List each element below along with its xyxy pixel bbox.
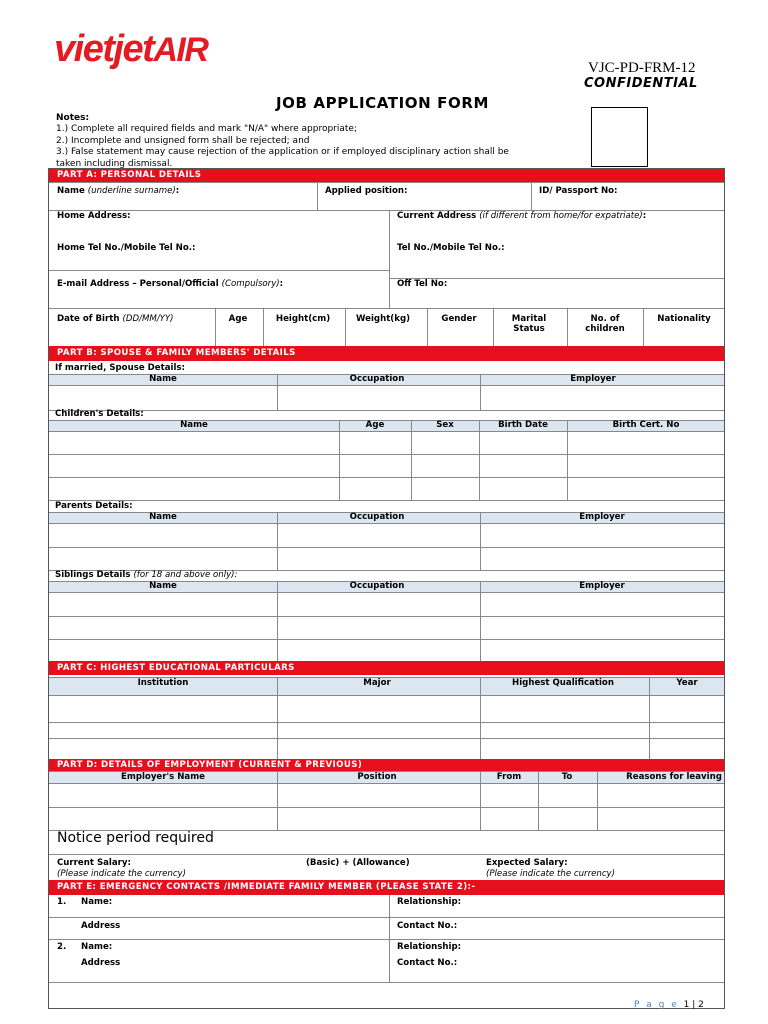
basic-allowance-label: (Basic) + (Allowance) <box>306 858 410 868</box>
spouse-col-occupation: Occupation <box>349 374 405 384</box>
children-col-sex: Sex <box>436 420 454 430</box>
col-to: To <box>561 772 573 782</box>
part-e-header: PART E: EMERGENCY CONTACTS /IMMEDIATE FAMILY MEMBER (PLEASE STATE 2):- <box>49 880 724 895</box>
col-year: Year <box>676 678 698 688</box>
children-col-birth-date: Birth Date <box>498 420 548 430</box>
contact2-relationship-label: Relationship: <box>397 942 462 952</box>
part-c-header: PART C: HIGHEST EDUCATIONAL PARTICULARS <box>49 661 724 675</box>
height-label: Height(cm) <box>275 314 331 324</box>
notes <box>56 113 536 170</box>
contact2-contact-label: Contact No.: <box>397 958 458 968</box>
contact1-name-label: Name: <box>81 897 113 907</box>
contact1-relationship-label: Relationship: <box>397 897 462 907</box>
photo-box[interactable] <box>591 107 648 167</box>
age-label: Age <box>228 314 248 324</box>
note-item: 1.) Complete all required fields and mark "N/A" where appropriate; <box>56 124 357 135</box>
notice-period-label: Notice period required <box>57 830 214 846</box>
part-b-header: PART B: SPOUSE & FAMILY MEMBERS' DETAILS <box>49 346 724 361</box>
application-form <box>48 168 725 1009</box>
col-reasons: Reasons for leaving <box>626 772 722 782</box>
col-major: Major <box>363 678 391 688</box>
name-label: Name (underline surname): <box>57 186 180 196</box>
expected-salary-label: Expected Salary: <box>486 858 568 868</box>
note-item: 2.) Incomplete and unsigned form shall be rejected; and <box>56 135 310 146</box>
children-col-age: Age <box>365 420 385 430</box>
siblings-col-employer: Employer <box>579 581 625 591</box>
contact2-name-label: Name: <box>81 942 113 952</box>
contact2-number: 2. <box>57 942 67 952</box>
notes-heading: Notes: <box>56 113 90 123</box>
gender-label: Gender <box>441 314 477 324</box>
weight-label: Weight(kg) <box>355 314 411 324</box>
home-tel-label: Home Tel No./Mobile Tel No.: <box>57 243 196 253</box>
tel-mobile-label: Tel No./Mobile Tel No.: <box>397 243 505 253</box>
note-item: 3.) False statement may cause rejection of the application or if employed disciplinary action shall be taken including dismissal. <box>56 147 509 169</box>
siblings-label: Siblings Details (for 18 and above only): <box>55 570 238 580</box>
page-footer: P a g e 1 | 2 <box>634 1000 704 1010</box>
form-code: VJC-PD-FRM-12 <box>588 60 696 76</box>
parents-col-name: Name <box>149 512 177 522</box>
part-a-header: PART A: PERSONAL DETAILS <box>49 169 724 182</box>
confidential-label: CONFIDENTIAL <box>584 76 698 91</box>
spouse-col-employer: Employer <box>570 374 616 384</box>
children-col-name: Name <box>180 420 208 430</box>
contact1-address-label: Address <box>81 921 121 931</box>
applied-position-label: Applied position: <box>325 186 408 196</box>
home-address-label: Home Address: <box>57 211 131 221</box>
contact1-number: 1. <box>57 897 67 907</box>
col-employer-name: Employer's Name <box>120 772 206 782</box>
email-label: E-mail Address – Personal/Official (Compulsory): <box>57 279 284 289</box>
col-from: From <box>496 772 522 782</box>
children-count-label: No. of children <box>585 314 625 334</box>
spouse-col-name: Name <box>149 374 177 384</box>
siblings-col-occupation: Occupation <box>349 581 405 591</box>
siblings-col-name: Name <box>149 581 177 591</box>
contact2-address-label: Address <box>81 958 121 968</box>
vietjet-logo: vietjetAIR <box>54 28 208 70</box>
nationality-label: Nationality <box>657 314 711 324</box>
marital-label: Marital Status <box>511 314 547 334</box>
col-institution: Institution <box>137 678 189 688</box>
col-highest-qualification: Highest Qualification <box>512 678 614 688</box>
expected-currency-hint: (Please indicate the currency) <box>486 869 615 879</box>
current-currency-hint: (Please indicate the currency) <box>57 869 186 879</box>
dob-label: Date of Birth (DD/MM/YY) <box>57 314 174 324</box>
current-salary-label: Current Salary: <box>57 858 131 868</box>
id-passport-label: ID/ Passport No: <box>539 186 618 196</box>
off-tel-label: Off Tel No: <box>397 279 448 289</box>
parents-col-employer: Employer <box>579 512 625 522</box>
col-position: Position <box>357 772 397 782</box>
form-title: JOB APPLICATION FORM <box>276 94 489 112</box>
contact1-contact-label: Contact No.: <box>397 921 458 931</box>
spouse-label: If married, Spouse Details: <box>55 363 185 373</box>
children-label: Children's Details: <box>55 409 144 419</box>
part-d-header: PART D: DETAILS OF EMPLOYMENT (CURRENT & PREVIOUS) <box>49 759 724 771</box>
parents-label: Parents Details: <box>55 501 133 511</box>
current-address-label: Current Address (if different from home/for expatriate): <box>397 211 647 221</box>
parents-col-occupation: Occupation <box>349 512 405 522</box>
children-col-birth-cert: Birth Cert. No <box>612 420 680 430</box>
